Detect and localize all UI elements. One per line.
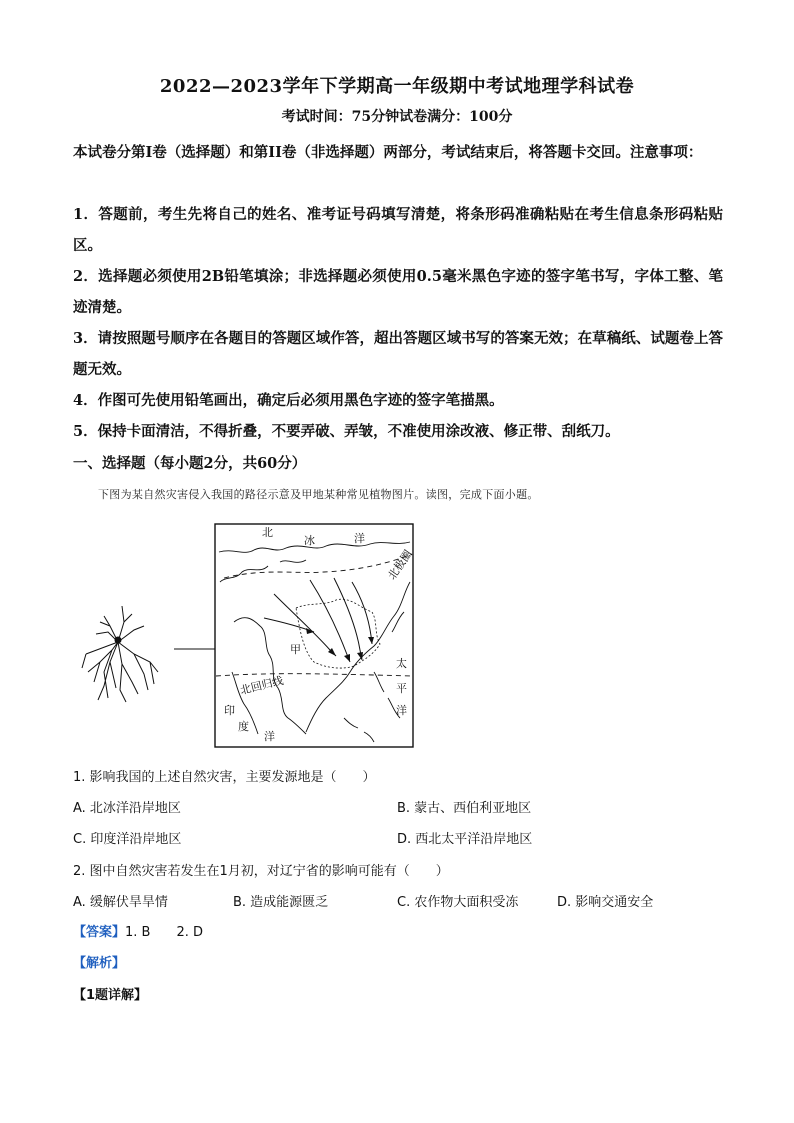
map-label-pacific-3: 洋 <box>396 704 407 717</box>
question-1-option-c[interactable]: C. 印度洋沿岸地区 <box>73 832 182 847</box>
map-label-arctic-circle: 北极圈 <box>385 547 415 583</box>
instructions-intro: 本试卷分第Ⅰ卷（选择题）和第II卷（非选择题）两部分，考试结束后，将答题卡交回。注意事项： <box>73 144 703 161</box>
answer-line <box>73 921 203 940</box>
instruction-item-2: 2．选择题必须使用2B铅笔填涂；非选择题必须使用0.5毫米黑色字迹的签字笔书写，字体工整、笔迹清楚。 <box>73 268 723 316</box>
instruction-item-4: 4．作图可先使用铅笔画出，确定后必须用黑色字迹的签字笔描黑。 <box>73 392 504 409</box>
question-1-option-a[interactable]: A. 北冰洋沿岸地区 <box>73 801 181 816</box>
map-label-pacific-2: 平 <box>396 682 407 695</box>
map-label-ocean: 洋 <box>354 532 365 545</box>
figure-intro: 下图为某自然灾害侵入我国的路径示意及甲地某种常见植物图片。读图，完成下面小题。 <box>98 488 539 501</box>
plant-illustration <box>82 606 158 702</box>
analysis-label: 【解析】 <box>73 956 126 971</box>
instruction-item-1: 1．答题前，考生先将自己的姓名、准考证号码填写清楚，将条形码准确粘贴在考生信息条形码粘贴区。 <box>73 206 723 254</box>
answer-value: 1. B 2. D <box>125 925 204 940</box>
question-1-option-d[interactable]: D. 西北太平洋沿岸地区 <box>397 832 533 847</box>
instruction-item-5: 5．保持卡面清洁，不得折叠，不要弄破、弄皱，不准使用涂改液、修正带、刮纸刀。 <box>73 423 620 440</box>
question-2-option-d[interactable]: D. 影响交通安全 <box>557 895 654 910</box>
question-1-stem: 1. 影响我国的上述自然灾害，主要发源地是（ ） <box>73 770 376 785</box>
detail-label: 【1题详解】 <box>73 988 148 1003</box>
map-label-ice: 冰 <box>304 534 315 547</box>
question-2-option-c[interactable]: C. 农作物大面积受冻 <box>397 895 519 910</box>
map-label-north: 北 <box>262 526 273 539</box>
analysis-line <box>73 952 125 971</box>
answer-label: 【答案】 <box>73 925 126 940</box>
map-label-indian-3: 洋 <box>264 730 275 743</box>
question-2-stem: 2. 图中自然灾害若发生在1月初，对辽宁省的影响可能有（ ） <box>73 864 449 879</box>
disaster-route-figure <box>74 522 424 752</box>
map-label-tropic: 北回归线 <box>238 673 285 698</box>
map-label-indian-2: 度 <box>238 720 249 733</box>
question-2-option-a[interactable]: A. 缓解伏旱旱情 <box>73 895 168 910</box>
question-2-option-b[interactable]: B. 造成能源匮乏 <box>233 895 329 910</box>
exam-info: 考试时间：75分钟试卷满分：100分 <box>281 109 513 125</box>
question-1-option-b[interactable]: B. 蒙古、西伯利亚地区 <box>397 801 532 816</box>
map-label-indian-1: 印 <box>224 704 235 717</box>
map-frame <box>215 524 413 747</box>
page-title: 2022—2023学年下学期高一年级期中考试地理学科试卷 <box>159 76 635 97</box>
map-label-jia: 甲 <box>290 643 301 656</box>
instruction-item-3: 3．请按照题号顺序在各题目的答题区域作答，超出答题区域书写的答案无效；在草稿纸、试题卷上答题无效。 <box>73 330 723 378</box>
map-label-pacific-1: 太 <box>396 657 407 670</box>
section-heading: 一、选择题（每小题2分，共60分） <box>73 455 307 472</box>
